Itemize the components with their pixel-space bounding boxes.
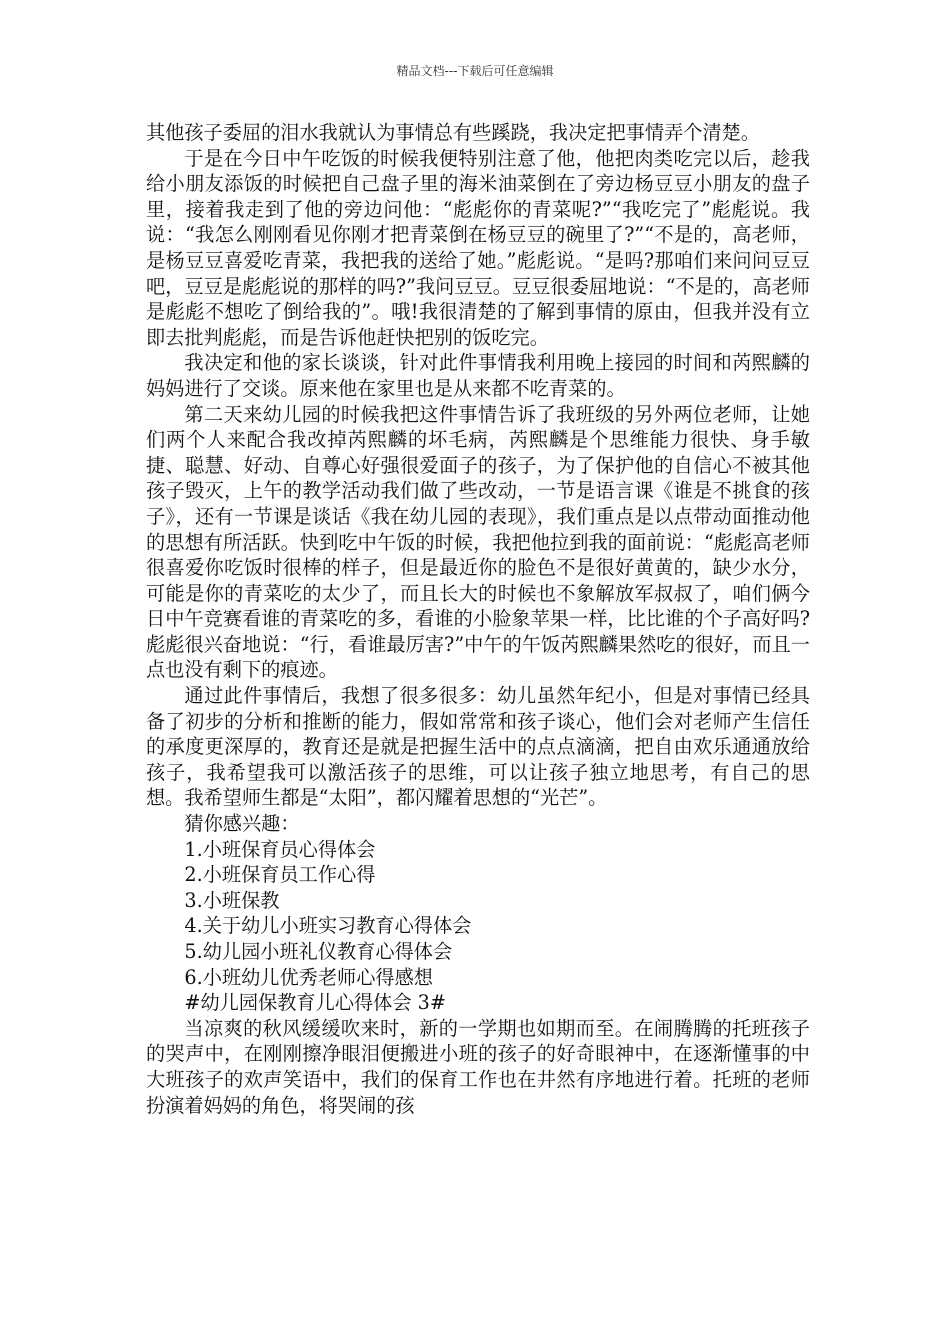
paragraph: 于是在今日中午吃饭的时候我便特别注意了他，他把肉类吃完以后，趁我给小朋友添饭的时候把自己盘子里的海米油菜倒在了旁边杨豆豆小朋友的盘子里，接着我走到了他的旁边问他：“彪彪你的青菜呢?”“我吃完了”彪彪说。我说：“我怎么刚刚看见你刚才把青菜倒在杨豆豆的碗里了?”“不是的，高老师，是杨豆豆喜爱吃青菜，我把我的送给了她。”彪彪说。“是吗?那咱们来问问豆豆吧，豆豆是彪彪说的那样的吗?”我问豆豆。豆豆很委屈地说：“不是的，高老师是彪彪不想吃了倒给我的”。哦!我很清楚的了解到事情的原由，但我并没有立即去批判彪彪，而是告诉他赶快把别的饭吃完。 (146, 146, 810, 349)
interest-link-1[interactable]: 1.小班保育员心得体会 (184, 837, 376, 861)
interest-link-5[interactable]: 5.幼儿园小班礼仪教育心得体会 (184, 940, 453, 963)
paragraph: 其他孩子委屈的泪水我就认为事情总有些蹊跷，我决定把事情弄个清楚。 (146, 121, 760, 144)
paragraph: 通过此件事情后，我想了很多很多：幼儿虽然年纪小，但是对事情已经具备了初步的分析和推断的能力，假如常常和孩子谈心，他们会对老师产生信任的承度更深厚的，教育还是就是把握生活中的点点滴滴，把自由欢乐通通放给孩子，我希望我可以激活孩子的思维，可以让孩子独立地思考，有自己的思想。我希望师生都是“太阳”，都闪耀着思想的“光芒”。 (146, 684, 810, 810)
interest-link-3[interactable]: 3.小班保教 (184, 888, 280, 912)
interest-title: 猜你感兴趣： (184, 812, 300, 836)
section-heading: #幼儿园保教育儿心得体会 3# (184, 991, 446, 1015)
interest-link-6[interactable]: 6.小班幼儿优秀老师心得感想 (184, 965, 433, 989)
interest-link-2[interactable]: 2.小班保育员工作心得 (184, 863, 376, 887)
interest-link-4[interactable]: 4.关于幼儿小班实习教育心得体会 (184, 914, 472, 938)
paragraph: 第二天来幼儿园的时候我把这件事情告诉了我班级的另外两位老师，让她们两个人来配合我改掉芮熙麟的坏毛病，芮熙麟是个思维能力很快、身手敏捷、聪慧、好动、自尊心好强很爱面子的孩子，为了保护他的自信心不被其他孩子毁灭，上午的教学活动我们做了些改动，一节是语言课《谁是不挑食的孩子》，还有一节课是谈话《我在幼儿园的表现》，我们重点是以点带动面推动他的思想有所活跃。快到吃中午饭的时候，我把他拉到我的面前说：“彪彪高老师很喜爱你吃饭时很棒的样子，但是最近你的脸色不是很好黄黄的，缺少水分，可能是你的青菜吃的太少了，而且长大的时候也不象解放军叔叔了，咱们俩今日中午竞赛看谁的青菜吃的多，看谁的小脸象苹果一样，比比谁的个子高好吗?彪彪很兴奋地说：“行，看谁最厉害?”中午的午饭芮熙麟果然吃的很好，而且一点也没有剩下的痕迹。 (146, 402, 810, 682)
paragraph: 当凉爽的秋风缓缓吹来时，新的一学期也如期而至。在闹腾腾的托班孩子的哭声中，在刚刚擦净眼泪便搬进小班的孩子的好奇眼神中，在逐渐懂事的中大班孩子的欢声笑语中，我们的保育工作也在井然有序地进行着。托班的老师扮演着妈妈的角色，将哭闹的孩 (146, 1016, 810, 1117)
paragraph: 我决定和他的家长谈谈，针对此件事情我利用晚上接园的时间和芮熙麟的妈妈进行了交谈。原来他在家里也是从来都不吃青菜的。 (146, 351, 810, 400)
document-body (146, 120, 810, 1118)
page-header: 精品文档---下载后可任意编辑 (396, 64, 554, 78)
